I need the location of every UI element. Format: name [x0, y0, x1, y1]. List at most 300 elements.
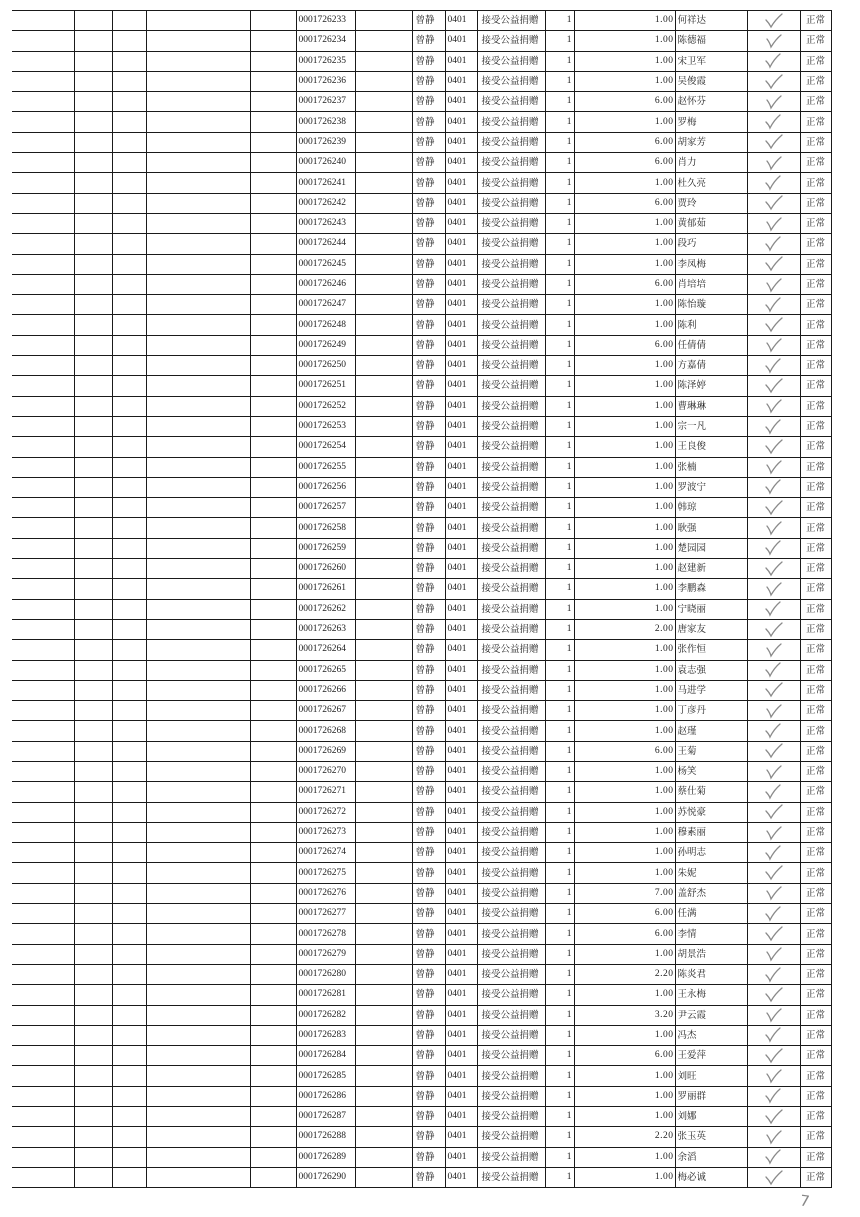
handler-name: 曾静	[412, 234, 445, 254]
quantity: 1	[545, 741, 574, 761]
blank-cell-3	[112, 863, 146, 883]
handwritten-check-icon	[763, 540, 785, 556]
blank-cell-1	[12, 924, 74, 944]
table-row	[12, 254, 831, 274]
donor-name: 穆素丽	[675, 822, 747, 842]
item-description: 接受公益捐赠	[477, 315, 545, 335]
check-cell	[747, 1127, 800, 1147]
blank-cell-4	[146, 559, 250, 579]
handler-name: 曾静	[412, 680, 445, 700]
check-value	[785, 1168, 786, 1169]
status: 正常	[800, 701, 831, 721]
item-description: 接受公益捐赠	[477, 193, 545, 213]
item-code: 0401	[445, 599, 477, 619]
blank-cell-1	[12, 295, 74, 315]
blank-cell-5	[250, 376, 296, 396]
item-code: 0401	[445, 254, 477, 274]
voucher-number: 0001726260	[296, 559, 355, 579]
check-cell	[747, 396, 800, 416]
item-description: 接受公益捐赠	[477, 1167, 545, 1187]
quantity: 1	[545, 1167, 574, 1187]
blank-cell-5	[250, 883, 296, 903]
blank-cell-1	[12, 153, 74, 173]
check-cell	[747, 599, 800, 619]
status: 正常	[800, 761, 831, 781]
blank-cell-2	[74, 538, 112, 558]
item-code: 0401	[445, 761, 477, 781]
status: 正常	[800, 335, 831, 355]
blank-cell-6	[355, 498, 412, 518]
check-value	[785, 31, 786, 32]
handwritten-check-icon	[763, 358, 785, 374]
blank-cell-5	[250, 1086, 296, 1106]
amount: 1.00	[574, 599, 675, 619]
check-cell	[747, 31, 800, 51]
blank-cell-5	[250, 51, 296, 71]
blank-cell-4	[146, 701, 250, 721]
blank-cell-6	[355, 883, 412, 903]
blank-cell-4	[146, 416, 250, 436]
quantity: 1	[545, 782, 574, 802]
table-row	[12, 619, 831, 639]
check-cell	[747, 619, 800, 639]
blank-cell-5	[250, 1127, 296, 1147]
check-value	[785, 803, 786, 804]
status: 正常	[800, 153, 831, 173]
handwritten-check-icon	[763, 601, 785, 617]
blank-cell-4	[146, 1107, 250, 1127]
table-row	[12, 1107, 831, 1127]
blank-cell-5	[250, 335, 296, 355]
status: 正常	[800, 1147, 831, 1167]
donor-name: 张楠	[675, 457, 747, 477]
blank-cell-3	[112, 518, 146, 538]
blank-cell-2	[74, 92, 112, 112]
blank-cell-6	[355, 132, 412, 152]
amount: 1.00	[574, 1086, 675, 1106]
status: 正常	[800, 741, 831, 761]
item-code: 0401	[445, 1167, 477, 1187]
blank-cell-4	[146, 498, 250, 518]
item-code: 0401	[445, 538, 477, 558]
donor-name: 李凤梅	[675, 254, 747, 274]
handwritten-check-icon	[763, 622, 785, 638]
item-description: 接受公益捐赠	[477, 559, 545, 579]
voucher-number: 0001726241	[296, 173, 355, 193]
check-value	[785, 519, 786, 520]
handler-name: 曾静	[412, 498, 445, 518]
voucher-number: 0001726272	[296, 802, 355, 822]
handwritten-check-icon	[763, 216, 785, 232]
blank-cell-4	[146, 944, 250, 964]
item-description: 接受公益捐赠	[477, 1127, 545, 1147]
check-cell	[747, 761, 800, 781]
blank-cell-6	[355, 985, 412, 1005]
donor-name: 段巧	[675, 234, 747, 254]
check-cell	[747, 132, 800, 152]
handwritten-check-icon	[763, 1149, 785, 1165]
table-row	[12, 376, 831, 396]
blank-cell-4	[146, 315, 250, 335]
donor-name: 韩琼	[675, 498, 747, 518]
check-value	[785, 1006, 786, 1007]
quantity: 1	[545, 822, 574, 842]
check-value	[785, 52, 786, 53]
blank-cell-5	[250, 498, 296, 518]
voucher-number: 0001726281	[296, 985, 355, 1005]
voucher-number: 0001726243	[296, 213, 355, 233]
quantity: 1	[545, 701, 574, 721]
check-value	[785, 925, 786, 926]
table-row	[12, 295, 831, 315]
handwritten-check-icon	[763, 926, 785, 942]
blank-cell-1	[12, 437, 74, 457]
blank-cell-3	[112, 213, 146, 233]
blank-cell-4	[146, 985, 250, 1005]
check-cell	[747, 437, 800, 457]
amount: 7.00	[574, 883, 675, 903]
handler-name: 曾静	[412, 741, 445, 761]
check-cell	[747, 274, 800, 294]
item-description: 接受公益捐赠	[477, 904, 545, 924]
item-description: 接受公益捐赠	[477, 416, 545, 436]
handwritten-check-icon	[763, 114, 785, 130]
table-row	[12, 863, 831, 883]
blank-cell-3	[112, 1167, 146, 1187]
blank-cell-5	[250, 782, 296, 802]
blank-cell-1	[12, 1127, 74, 1147]
blank-cell-1	[12, 863, 74, 883]
amount: 1.00	[574, 11, 675, 31]
check-value	[785, 356, 786, 357]
donor-name: 方嘉倩	[675, 356, 747, 376]
quantity: 1	[545, 680, 574, 700]
status: 正常	[800, 883, 831, 903]
status: 正常	[800, 112, 831, 132]
check-cell	[747, 71, 800, 91]
donor-name: 蔡仕菊	[675, 782, 747, 802]
amount: 1.00	[574, 863, 675, 883]
item-code: 0401	[445, 904, 477, 924]
handler-name: 曾静	[412, 640, 445, 660]
amount: 1.00	[574, 437, 675, 457]
quantity: 1	[545, 559, 574, 579]
item-code: 0401	[445, 559, 477, 579]
blank-cell-3	[112, 112, 146, 132]
amount: 1.00	[574, 457, 675, 477]
amount: 1.00	[574, 782, 675, 802]
item-description: 接受公益捐赠	[477, 721, 545, 741]
handler-name: 曾静	[412, 863, 445, 883]
handler-name: 曾静	[412, 193, 445, 213]
quantity: 1	[545, 924, 574, 944]
status: 正常	[800, 680, 831, 700]
blank-cell-6	[355, 680, 412, 700]
blank-cell-4	[146, 518, 250, 538]
check-cell	[747, 376, 800, 396]
blank-cell-5	[250, 274, 296, 294]
donor-name: 王爱萍	[675, 1046, 747, 1066]
check-cell	[747, 335, 800, 355]
status: 正常	[800, 274, 831, 294]
blank-cell-2	[74, 416, 112, 436]
status: 正常	[800, 619, 831, 639]
donor-name: 陈利	[675, 315, 747, 335]
blank-cell-5	[250, 1046, 296, 1066]
blank-cell-2	[74, 1046, 112, 1066]
handwritten-check-icon	[763, 13, 785, 29]
blank-cell-6	[355, 782, 412, 802]
table-row	[12, 599, 831, 619]
blank-cell-3	[112, 782, 146, 802]
blank-cell-3	[112, 376, 146, 396]
blank-cell-1	[12, 71, 74, 91]
quantity: 1	[545, 274, 574, 294]
item-code: 0401	[445, 457, 477, 477]
blank-cell-1	[12, 680, 74, 700]
blank-cell-2	[74, 315, 112, 335]
handler-name: 曾静	[412, 1167, 445, 1187]
donor-name: 罗波宁	[675, 477, 747, 497]
blank-cell-1	[12, 213, 74, 233]
amount: 2.20	[574, 1127, 675, 1147]
item-description: 接受公益捐赠	[477, 11, 545, 31]
blank-cell-3	[112, 71, 146, 91]
blank-cell-1	[12, 92, 74, 112]
check-value	[785, 92, 786, 93]
blank-cell-5	[250, 1025, 296, 1045]
blank-cell-5	[250, 721, 296, 741]
item-code: 0401	[445, 173, 477, 193]
blank-cell-1	[12, 132, 74, 152]
quantity: 1	[545, 416, 574, 436]
blank-cell-1	[12, 843, 74, 863]
voucher-number: 0001726280	[296, 964, 355, 984]
handler-name: 曾静	[412, 883, 445, 903]
table-row	[12, 213, 831, 233]
handwritten-check-icon	[763, 723, 785, 739]
status: 正常	[800, 599, 831, 619]
blank-cell-5	[250, 619, 296, 639]
check-value	[785, 985, 786, 986]
status: 正常	[800, 843, 831, 863]
blank-cell-1	[12, 1107, 74, 1127]
handler-name: 曾静	[412, 761, 445, 781]
amount: 1.00	[574, 802, 675, 822]
table-row	[12, 112, 831, 132]
blank-cell-2	[74, 701, 112, 721]
blank-cell-5	[250, 518, 296, 538]
blank-cell-3	[112, 843, 146, 863]
donor-name: 宁晓丽	[675, 599, 747, 619]
handler-name: 曾静	[412, 559, 445, 579]
blank-cell-5	[250, 437, 296, 457]
item-description: 接受公益捐赠	[477, 173, 545, 193]
handwritten-check-icon	[763, 906, 785, 922]
blank-cell-1	[12, 254, 74, 274]
donor-name: 盖舒杰	[675, 883, 747, 903]
item-description: 接受公益捐赠	[477, 477, 545, 497]
blank-cell-1	[12, 619, 74, 639]
blank-cell-1	[12, 782, 74, 802]
check-value	[785, 113, 786, 114]
donor-name: 曹琳琳	[675, 396, 747, 416]
donor-name: 张玉英	[675, 1127, 747, 1147]
blank-cell-3	[112, 153, 146, 173]
blank-cell-2	[74, 741, 112, 761]
handwritten-check-icon	[763, 520, 785, 536]
check-cell	[747, 153, 800, 173]
blank-cell-2	[74, 579, 112, 599]
blank-cell-6	[355, 1127, 412, 1147]
check-value	[785, 1148, 786, 1149]
blank-cell-4	[146, 1147, 250, 1167]
blank-cell-6	[355, 924, 412, 944]
status: 正常	[800, 234, 831, 254]
handwritten-check-icon	[763, 1109, 785, 1125]
status: 正常	[800, 822, 831, 842]
item-description: 接受公益捐赠	[477, 863, 545, 883]
check-value	[785, 884, 786, 885]
blank-cell-5	[250, 843, 296, 863]
handler-name: 曾静	[412, 51, 445, 71]
check-cell	[747, 559, 800, 579]
blank-cell-4	[146, 213, 250, 233]
status: 正常	[800, 173, 831, 193]
blank-cell-5	[250, 924, 296, 944]
amount: 1.00	[574, 234, 675, 254]
blank-cell-2	[74, 619, 112, 639]
amount: 1.00	[574, 822, 675, 842]
blank-cell-3	[112, 640, 146, 660]
blank-cell-2	[74, 599, 112, 619]
item-description: 接受公益捐赠	[477, 295, 545, 315]
item-code: 0401	[445, 315, 477, 335]
blank-cell-3	[112, 295, 146, 315]
blank-cell-4	[146, 924, 250, 944]
status: 正常	[800, 640, 831, 660]
status: 正常	[800, 782, 831, 802]
voucher-number: 0001726255	[296, 457, 355, 477]
voucher-number: 0001726235	[296, 51, 355, 71]
blank-cell-1	[12, 1167, 74, 1187]
status: 正常	[800, 1025, 831, 1045]
voucher-number: 0001726273	[296, 822, 355, 842]
amount: 1.00	[574, 985, 675, 1005]
item-code: 0401	[445, 477, 477, 497]
blank-cell-4	[146, 132, 250, 152]
amount: 1.00	[574, 518, 675, 538]
donor-name: 刘旺	[675, 1066, 747, 1086]
blank-cell-3	[112, 356, 146, 376]
check-value	[785, 1067, 786, 1068]
check-value	[785, 701, 786, 702]
status: 正常	[800, 254, 831, 274]
quantity: 1	[545, 457, 574, 477]
table-row	[12, 782, 831, 802]
quantity: 1	[545, 376, 574, 396]
item-description: 接受公益捐赠	[477, 498, 545, 518]
status: 正常	[800, 721, 831, 741]
blank-cell-3	[112, 904, 146, 924]
handler-name: 曾静	[412, 1066, 445, 1086]
item-description: 接受公益捐赠	[477, 457, 545, 477]
blank-cell-3	[112, 964, 146, 984]
check-value	[785, 234, 786, 235]
voucher-number: 0001726238	[296, 112, 355, 132]
quantity: 1	[545, 153, 574, 173]
amount: 1.00	[574, 680, 675, 700]
handler-name: 曾静	[412, 1086, 445, 1106]
blank-cell-1	[12, 477, 74, 497]
blank-cell-3	[112, 1086, 146, 1106]
voucher-number: 0001726249	[296, 335, 355, 355]
item-description: 接受公益捐赠	[477, 619, 545, 639]
blank-cell-1	[12, 964, 74, 984]
handwritten-check-icon	[763, 845, 785, 861]
handwritten-check-icon	[763, 784, 785, 800]
table-row	[12, 173, 831, 193]
donor-name: 宗一凡	[675, 416, 747, 436]
check-cell	[747, 1147, 800, 1167]
item-code: 0401	[445, 1005, 477, 1025]
amount: 1.00	[574, 944, 675, 964]
handler-name: 曾静	[412, 1046, 445, 1066]
amount: 1.00	[574, 376, 675, 396]
blank-cell-6	[355, 761, 412, 781]
check-cell	[747, 1107, 800, 1127]
item-code: 0401	[445, 295, 477, 315]
status: 正常	[800, 1107, 831, 1127]
blank-cell-2	[74, 924, 112, 944]
item-code: 0401	[445, 518, 477, 538]
blank-cell-1	[12, 599, 74, 619]
blank-cell-1	[12, 1086, 74, 1106]
blank-cell-3	[112, 721, 146, 741]
blank-cell-1	[12, 193, 74, 213]
blank-cell-2	[74, 640, 112, 660]
blank-cell-6	[355, 1025, 412, 1045]
handler-name: 曾静	[412, 619, 445, 639]
voucher-number: 0001726246	[296, 274, 355, 294]
amount: 6.00	[574, 924, 675, 944]
status: 正常	[800, 71, 831, 91]
item-description: 接受公益捐赠	[477, 1066, 545, 1086]
amount: 1.00	[574, 477, 675, 497]
donor-name: 王永梅	[675, 985, 747, 1005]
handwritten-check-icon	[763, 1007, 785, 1023]
blank-cell-6	[355, 721, 412, 741]
status: 正常	[800, 863, 831, 883]
check-value	[785, 945, 786, 946]
blank-cell-2	[74, 863, 112, 883]
status: 正常	[800, 1127, 831, 1147]
status: 正常	[800, 538, 831, 558]
item-code: 0401	[445, 416, 477, 436]
check-cell	[747, 741, 800, 761]
check-cell	[747, 1005, 800, 1025]
amount: 1.00	[574, 761, 675, 781]
check-cell	[747, 863, 800, 883]
blank-cell-5	[250, 416, 296, 436]
voucher-number: 0001726233	[296, 11, 355, 31]
quantity: 1	[545, 599, 574, 619]
handler-name: 曾静	[412, 112, 445, 132]
table-row	[12, 843, 831, 863]
blank-cell-4	[146, 153, 250, 173]
item-code: 0401	[445, 498, 477, 518]
handler-name: 曾静	[412, 843, 445, 863]
